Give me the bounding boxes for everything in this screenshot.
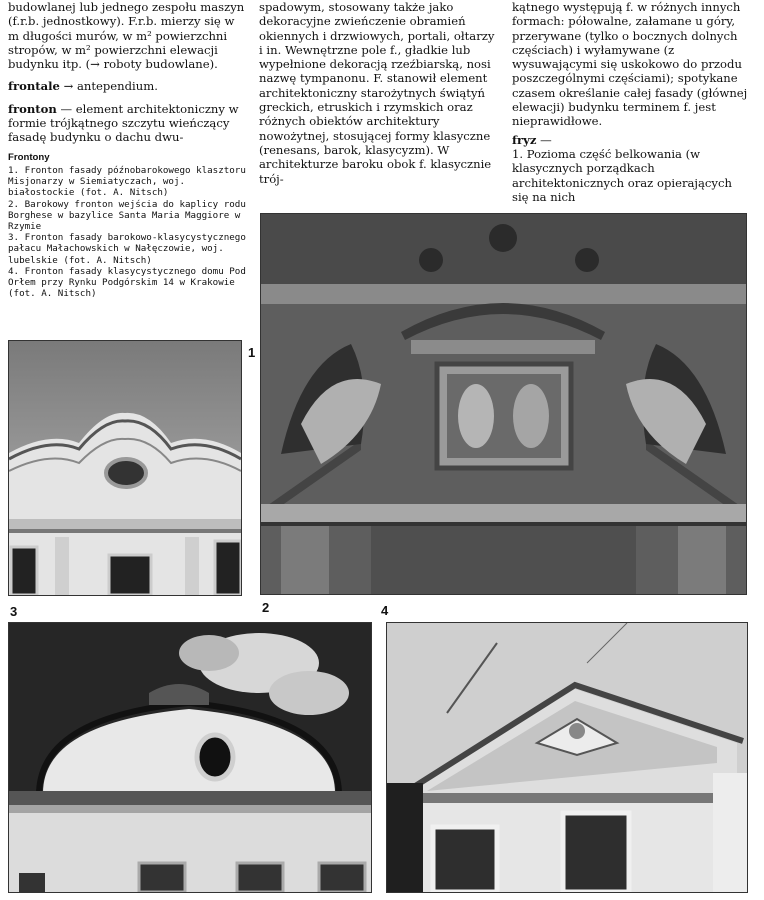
- fryz-dash: —: [536, 132, 552, 147]
- photo-1: [8, 340, 242, 596]
- fryz-definition: 1. Pozioma część belkowania (w klasycznych porządkach architektonicznych oraz opierających się na nich: [512, 146, 732, 204]
- caption-3: 3. Fronton fasady barokowo-klasycystycznego pałacu Małachowskich w Nałęczowie, woj. lubelskie (fot. A. Nitsch): [8, 232, 246, 266]
- caption-2: 2. Barokowy fronton wejścia do kaplicy rodu Borghese w bazylice Santa Maria Maggiore w Rzymie: [8, 198, 246, 232]
- figure-number-3: 3: [10, 604, 18, 619]
- photo-1-image: [9, 341, 241, 595]
- column-2: [259, 0, 499, 186]
- figure-number-1: 1: [248, 345, 256, 360]
- entry-fryz: [512, 133, 752, 147]
- term-frontale: frontale: [8, 79, 60, 94]
- entry-frontale: [8, 79, 246, 93]
- frontale-definition: → antependium.: [59, 79, 158, 94]
- term-fronton: fronton: [8, 101, 57, 116]
- entry-fronton: [8, 102, 246, 145]
- fronton-definition: — element architektoniczny w formie trójkątnego szczytu wieńczący fasadę budynku o dachu dwu-: [8, 101, 239, 145]
- column-1: [8, 0, 246, 299]
- fronton-continuation: spadowym, stosowany także jako dekoracyjne zwieńczenie obramień okiennych i drzwiowych, portali, ołtarzy i in. Wewnętrzne pole f., gładkie lub wypełnione dekoracją rzeźbiarską, nosi nazwę tympanonu. F. stanowił element architektoniczny starożytnych świątyń greckich, etruskich i rzymskich oraz różnych obiektów architektury nowożytnej, stosującej formy klasyczne (renesans, barok, klasycyzm). W architekturze baroku obok f. klasycznie trój-: [259, 0, 495, 186]
- term-fryz: fryz: [512, 132, 537, 147]
- fronton-continuation-2: kątnego występują f. w różnych innych formach: półowalne, załamane u góry, przerywane (tylko o bocznych dolnych częściach) i wyłamywane (z wysuwającymi się uskokowo do przodu poszczególnymi częściami); spotykane czasem określanie całej fasady (głównej elewacji) budynku terminem f. jest nieprawidłowe.: [512, 0, 748, 129]
- photo-4-image: [387, 623, 747, 892]
- caption-4: 4. Fronton fasady klasycystycznego domu Pod Orłem przy Rynku Podgórskim 14 w Krakowie (fot. A. Nitsch): [8, 265, 246, 300]
- photo-3: [8, 622, 372, 893]
- column-3: [512, 0, 752, 204]
- entry-continuation: budowlanej lub jednego zespołu maszyn (f.r.b. jednostkowy). F.r.b. mierzy się w m długości murów, w m² powierzchni stropów, w m² powierzchni elewacji budynku itp. (→ roboty budowlane).: [8, 0, 245, 72]
- photo-4: [386, 622, 748, 893]
- photo-2-image: [261, 214, 746, 594]
- captions-list: [8, 165, 246, 299]
- photo-2: [260, 213, 747, 595]
- photo-3-image: [9, 623, 371, 892]
- captions-title: Frontony: [8, 151, 50, 163]
- caption-1: 1. Fronton fasady późnobarokowego klasztoru Misjonarzy w Siemiatyczach, woj. białostockie (fot. A. Nitsch): [8, 164, 246, 199]
- figure-number-2: 2: [262, 600, 270, 615]
- figure-number-4: 4: [381, 603, 389, 618]
